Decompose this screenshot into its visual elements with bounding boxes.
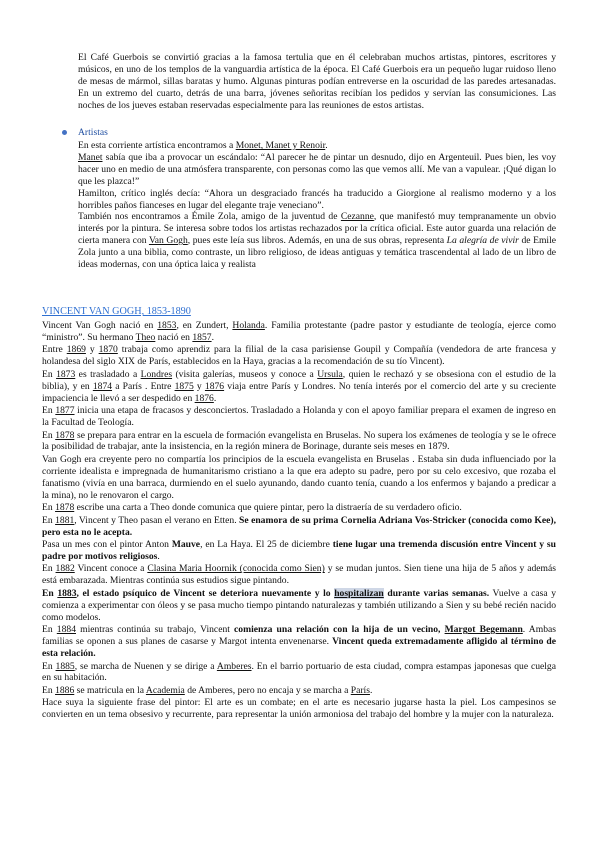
- manet-paragraph: Manet sabía que iba a provocar un escándalo: “Al parecer he de pintar un desnudo, dijo en Argenteuil. Pues bien, les voy hacer uno en medio de una atmósfera transparente, con personas como las que vemos allí. Me van a vapulear. ¡Qué digan lo que les plazca!”: [78, 151, 556, 187]
- year-link[interactable]: 1853: [157, 320, 177, 331]
- bio-paragraph-7: En 1878 escribe una carta a Theo donde comunica que quiere pintar, pero la distraería de su verdadero oficio.: [42, 502, 462, 514]
- ursula-link[interactable]: Ursula: [317, 368, 343, 380]
- bio-paragraph-1: Vincent Van Gogh nació en 1853, en Zundert, Holanda. Familia protestante (padre pastor y estudiante de teología, ejerce como “ministro”. Su hermano Theo nació en 1857.: [42, 320, 557, 343]
- bio-paragraph-14: En 1886 se matricula en la Academia de Amberes, pero no encaja y se marcha a París.: [42, 684, 373, 696]
- bio-paragraph-5: En 1878 se prepara para entrar en la escuela de formación evangelista en Bruselas. No supera los exámenes de teología y se le ofrece la posibilidad de trabajar, ante la insistencia, en la región minera de Borinage, durante seis meses en 1879.: [42, 429, 556, 453]
- year-link[interactable]: 1876: [204, 380, 225, 392]
- artistas-intro-line: En esta corriente artística encontramos a Monet, Manet y Renoir.: [78, 140, 328, 151]
- amberes-link[interactable]: Amberes: [216, 660, 252, 672]
- bio-paragraph-6: Van Gogh era creyente pero no compartía los principios de la escuela evangelista en Bruselas . Estaba sin duda influenciado por la corriente idealista e impregnada de humanitarismo cristiano a la que era adepto su padre, pero por su celo excesivo, que rozaba el fanatismo (vivía en una barraca, durmiendo en el suelo ayunando, dando cuanto tenía, cuando a los enfermos y bajando a predicar a la mina), no le renovaron el cargo.: [42, 453, 556, 501]
- artistas-heading: Artistas: [78, 127, 108, 138]
- year-link[interactable]: 1875: [174, 380, 194, 392]
- monet-manet-renoir-link[interactable]: Monet, Manet y Renoir: [235, 140, 326, 151]
- year-link[interactable]: 1886: [55, 684, 75, 696]
- year-link[interactable]: 1884: [56, 624, 76, 636]
- van-gogh-biography: [42, 320, 556, 722]
- year-link[interactable]: 1881: [55, 514, 75, 526]
- year-link[interactable]: 1869: [66, 344, 86, 356]
- la-alegria-de-vivir-title: La alegría de vivir: [446, 235, 519, 247]
- cezanne-link[interactable]: Cezanne: [340, 211, 374, 223]
- year-link[interactable]: 1857: [192, 331, 212, 343]
- margot-begemann-link[interactable]: Margot Begemann: [444, 624, 523, 636]
- year-link[interactable]: 1870: [98, 344, 118, 356]
- bio-paragraph-4: En 1877 inicia una etapa de fracasos y desconciertos. Trasladado a Holanda y con el apoyo familiar prepara el examen de ingreso en la Facultad de Teología.: [42, 405, 556, 429]
- sien-link[interactable]: Clasina Maria Hoornik (conocida como Sien): [147, 563, 325, 575]
- bio-paragraph-13: En 1885, se marcha de Nuenen y se dirige a Amberes. En el barrio portuario de esta ciudad, compra estampas japonesas que cuelga en su habitación.: [42, 660, 556, 684]
- bio-paragraph-9: Pasa un mes con el pintor Anton Mauve, en La Haya. El 25 de diciembre tiene lugar una tremenda discusión entre Vincent y su padre por motivos religiosos.: [42, 539, 557, 562]
- academia-link[interactable]: Academia: [145, 684, 185, 696]
- bio-paragraph-11: En 1883, el estado psíquico de Vincent se deteriora nuevamente y lo hospitalizan durante varias semanas. Vuelve a casa y comienza a experimentar con óleos y se pasa mucho tiempo pintando naturalezas y también utilizando a Sien y su bebé recién nacido como modelos.: [42, 587, 556, 623]
- manet-link[interactable]: Manet: [78, 151, 103, 163]
- bold-statement: Se enamora de su prima Cornelia Adriana Vos-Stricker (conocida como Kee), pero esta no le acepta.: [42, 514, 556, 538]
- artistas-section: [78, 140, 556, 271]
- bio-paragraph-3: En 1873 es trasladado a Londres (visita galerías, museos y conoce a Ursula, quien le rechazó y se obsesiona con el estudio de la biblia), y en 1874 a París . Entre 1875 y 1876 viaja entre París y Londres. No tenía interés por el comercio del arte y su creciente impaciencia le llevó a ser despedido en 1876.: [42, 368, 556, 404]
- zola-paragraph: También nos encontramos a Émile Zola, amigo de la juventud de Cezanne, que manifestó muy tempranamente un obvio interés por la pintura. Se interesa sobre todos los artistas rechazados por la crítica oficial. Este autor guarda una relación de cierta manera con Van Gogh, pues este leía sus libros. Además, en una de sus obras, representa La alegría de vivir de Emile Zola junto a una biblia, como contraste, un libro religioso, de ideas antiguas y temática trascendental al lado de un libro de ideas modernas, con una óptica laica y realista: [78, 211, 556, 271]
- year-link[interactable]: 1885: [55, 660, 75, 672]
- year-link[interactable]: 1882: [55, 563, 75, 575]
- van-gogh-section-title[interactable]: VINCENT VAN GOGH, 1853-1890: [42, 306, 191, 317]
- cafe-guerbois-paragraph: El Café Guerbois se convirtió gracias a la famosa tertulia que en él celebraban muchos artistas, pintores, escritores y músicos, en uno de los templos de la vanguardia artística de la época. El Café Guerbois era un pequeño lugar ruidoso lleno de mesas de mármol, sillas baratas y humo. Algunas pinturas podían entreverse en la oscuridad de las paredes artesanadas. En un extremo del cuarto, detrás de una barra, jóvenes señoritas recibían los pedidos y servían las consumiciones. Las noches de los jueves estaban reservadas especialmente para las reuniones de estos artistas.: [78, 52, 556, 111]
- bio-paragraph-10: En 1882 Vincent conoce a Clasina Maria Hoornik (conocida como Sien) y se mudan juntos. Sien tiene una hija de 5 años y además está embarazada. Mientras continúa sus estudios sigue pintando.: [42, 563, 557, 587]
- bio-paragraph-12: En 1884 mientras continúa su trabajo, Vincent comienza una relación con la hija de un vecino, Margot Begemann. Ambas familias se oponen a sus planes de casarse y Margot intenta envenenarse. Vincent queda extremadamente afligido al término de esta relación.: [42, 624, 556, 659]
- londres-link[interactable]: Londres: [140, 368, 173, 380]
- mauve-name: Mauve: [171, 539, 201, 551]
- paris-link[interactable]: París: [350, 684, 370, 696]
- year-link[interactable]: 1876: [194, 392, 214, 404]
- bold-statement: Vincent queda extremadamente afligido al término de esta relación.: [42, 636, 556, 659]
- theo-link[interactable]: Theo: [135, 331, 156, 343]
- bullet-dot-icon: [62, 130, 67, 135]
- van-gogh-link[interactable]: Van Gogh: [148, 235, 188, 247]
- bio-paragraph-8: En 1881, Vincent y Theo pasan el verano en Etten. Se enamora de su prima Cornelia Adriana Vos-Stricker (conocida como Kee), pero esta no le acepta.: [42, 514, 556, 538]
- bio-paragraph-15: Hace suya la siguiente frase del pintor: El arte es un combate; en el arte es necesario jugarse hasta la piel. Los campesinos se convierten en un tema obsesivo y recurrente, para representar la unión armoniosa del trabajo del hombre y la mujer con la naturaleza.: [42, 697, 556, 721]
- year-link[interactable]: 1873: [56, 368, 76, 380]
- year-link[interactable]: 1878: [55, 502, 75, 514]
- intro-section: [78, 52, 556, 112]
- holanda-link[interactable]: Holanda: [232, 320, 265, 331]
- hospitalizan-link[interactable]: hospitalizan: [334, 587, 384, 599]
- bio-paragraph-2: Entre 1869 y 1870 trabaja como aprendiz para la filial de la casa parisiense Goupil y Compañía (vendedora de arte francesa y holandesa del siglo XIX de París, establecidos en la Haya, gracias a la recomendación de su tío Vincent).: [42, 344, 556, 368]
- year-link[interactable]: 1878: [55, 429, 75, 441]
- year-link[interactable]: 1877: [55, 405, 75, 417]
- year-link[interactable]: 1883: [57, 587, 77, 599]
- bold-statement: comienza una relación con la hija de un vecino,: [234, 624, 445, 636]
- hamilton-paragraph: Hamilton, crítico inglés decía: “Ahora un desgraciado francés ha traducido a Giorgione al realismo moderno y a los horribles paños fianceses en lugar del elegante traje veneciano”.: [78, 187, 556, 211]
- bold-statement: tiene lugar una tremenda discusión entre Vincent y su padre por motivos religiosos: [42, 539, 557, 562]
- year-link[interactable]: 1874: [92, 380, 113, 392]
